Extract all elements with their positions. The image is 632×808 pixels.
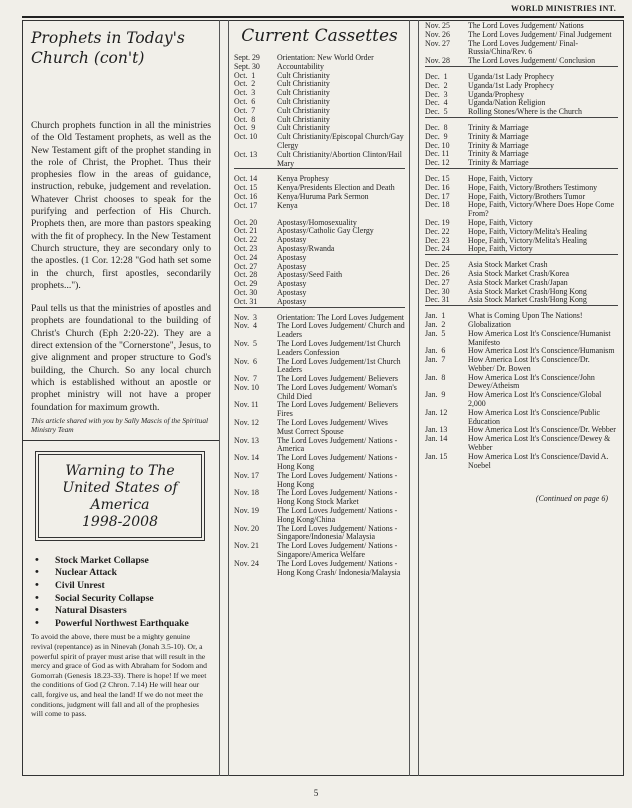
cassette-schedule-table xyxy=(234,54,405,577)
cassette-date: Oct. 31 xyxy=(234,296,258,306)
cassette-row xyxy=(234,289,405,298)
warning-bullet-list xyxy=(31,555,211,631)
cassette-date: Jan. 8 xyxy=(425,372,446,382)
article-title-line-1: Prophets in Today's xyxy=(31,29,185,47)
cassette-title: Asia Stock Market Crash/Korea xyxy=(468,268,570,278)
cassette-date: Nov. 6 xyxy=(234,356,257,366)
cassette-row xyxy=(425,391,618,409)
cassette-row xyxy=(425,245,618,254)
cassette-title: Hope, Faith, Victory/Where Does Hope Come From? xyxy=(468,200,614,219)
warning-title-box xyxy=(35,451,205,541)
cassette-row xyxy=(234,401,405,419)
cassette-row xyxy=(234,298,405,307)
article-title xyxy=(31,28,211,68)
cassette-title: How America Lost It's Conscience/John Dewey/Atheism xyxy=(468,372,595,391)
cassette-date: Jan. 9 xyxy=(425,390,446,400)
cassette-date: Oct. 20 xyxy=(234,217,258,227)
cassette-date: Nov. 12 xyxy=(234,418,259,428)
cassette-title: Cult Christianity xyxy=(277,123,330,133)
cassette-row xyxy=(234,133,405,151)
cassette-row xyxy=(234,384,405,402)
cassette-date: Dec. 25 xyxy=(425,260,450,270)
cassette-date: Jan. 1 xyxy=(425,311,446,321)
cassette-date: Dec. 24 xyxy=(425,244,450,254)
cassette-title: Cult Christianity xyxy=(277,70,330,80)
cassette-date: Jan. 12 xyxy=(425,407,448,417)
cassette-row xyxy=(234,202,405,211)
cassette-title: Apostasy xyxy=(277,279,307,289)
cassette-title: Rolling Stones/Where is the Church xyxy=(468,107,582,117)
cassette-row xyxy=(425,409,618,427)
cassette-row xyxy=(425,356,618,374)
cassette-date: Nov. 24 xyxy=(234,558,259,568)
cassette-date: Jan. 5 xyxy=(425,328,446,338)
cassette-date: Jan. 7 xyxy=(425,355,446,365)
cassette-date: Nov. 18 xyxy=(234,488,259,498)
cassette-title: The Lord Loves Judgement/ Believers Fires xyxy=(277,400,398,419)
warning-title-line-2: United States of xyxy=(62,479,178,496)
cassette-title: Apostasy xyxy=(277,235,307,245)
cassette-title: Uganda/1st Lady Prophecy xyxy=(468,71,554,81)
cassette-title: Cult Christianity xyxy=(277,105,330,115)
cassette-title: The Lord Loves Judgement/ Final- Russia/China/Rev. 6 xyxy=(468,38,579,57)
cassette-title: How America Lost It's Conscience/Dewey & Webber xyxy=(468,434,611,453)
cassette-row xyxy=(425,374,618,392)
warning-bullet: • Social Security Collapse xyxy=(33,593,211,606)
cassette-title: Hope, Faith, Victory xyxy=(468,244,533,254)
cassette-date: Nov. 7 xyxy=(234,374,257,384)
cassette-row xyxy=(425,296,618,305)
cassette-title: Orientation: The Lord Loves Judgement xyxy=(277,312,404,322)
cassette-title: What is Coming Upon The Nations! xyxy=(468,311,583,321)
cassette-title: How America Lost It's Conscience/David A. Noebel xyxy=(468,451,609,470)
cassette-title: Kenya/Presidents Election and Death xyxy=(277,183,395,193)
cassette-date: Jan. 14 xyxy=(425,434,448,444)
warning-title-line-4: 1998-2008 xyxy=(82,513,158,530)
cassette-row xyxy=(234,419,405,437)
cassette-date: Oct. 16 xyxy=(234,191,258,201)
cassette-title: Cult Christianity xyxy=(277,79,330,89)
cassette-title: The Lord Loves Judgement/ Nations - Singapore/America Welfare xyxy=(277,541,398,560)
cassette-row xyxy=(234,454,405,472)
cassette-date: Nov. 27 xyxy=(425,38,450,48)
cassette-row xyxy=(234,507,405,525)
cassette-date: Jan. 15 xyxy=(425,451,448,461)
cassette-date: Oct. 21 xyxy=(234,226,258,236)
cassette-title: How America Lost It's Conscience/Dr. Webber xyxy=(468,425,616,435)
cassette-row xyxy=(425,108,618,117)
cassette-row xyxy=(234,542,405,560)
cassette-date: Nov. 3 xyxy=(234,312,257,322)
cassette-date: Jan. 6 xyxy=(425,346,446,356)
cassette-date: Nov. 10 xyxy=(234,382,259,392)
cassette-title: Trinity & Marriage xyxy=(468,140,529,150)
section-divider xyxy=(22,440,219,441)
cassette-date: Dec. 22 xyxy=(425,226,450,236)
cassette-date: Oct. 29 xyxy=(234,279,258,289)
cassette-title: Asia Stock Market Crash xyxy=(468,260,548,270)
cassette-row xyxy=(425,435,618,453)
cassette-date: Dec. 16 xyxy=(425,182,450,192)
cassette-row xyxy=(234,322,405,340)
cassette-date: Nov. 26 xyxy=(425,29,450,39)
cassette-date: Dec. 27 xyxy=(425,277,450,287)
cassette-title: Orientation: New World Order xyxy=(277,53,374,62)
cassette-date: Oct. 23 xyxy=(234,243,258,253)
cassette-date: Nov. 17 xyxy=(234,470,259,480)
cassette-date: Oct. 7 xyxy=(234,105,256,115)
cassette-title: Hope, Faith, Victory xyxy=(468,173,533,183)
cassette-date: Oct. 3 xyxy=(234,88,256,98)
cassette-title: Globalization xyxy=(468,319,511,329)
cassette-title: The Lord Loves Judgement/ Nations - Hong Kong Stock Market xyxy=(277,488,398,507)
cassette-title: The Lord Loves Judgement/ Nations - Hong Kong Crash/ Indonesia/Malaysia xyxy=(277,558,401,577)
cassette-title: The Lord Loves Judgement/ Nations - Hong Kong/China xyxy=(277,506,398,524)
cassette-date: Nov. 20 xyxy=(234,523,259,533)
cassette-date: Nov. 19 xyxy=(234,506,259,516)
cassette-title: Apostasy xyxy=(277,261,307,271)
cassette-date: Oct. 14 xyxy=(234,174,258,184)
cassette-row xyxy=(234,193,405,202)
cassette-date: Dec. 18 xyxy=(425,200,450,210)
cassette-date: Nov. 4 xyxy=(234,321,257,331)
warning-bullet: • Powerful Northwest Earthquake xyxy=(33,618,211,631)
cassette-date: Dec. 1 xyxy=(425,71,448,81)
cassette-date: Oct. 24 xyxy=(234,252,258,262)
cassette-title: Asia Stock Market Crash/Hong Kong xyxy=(468,295,587,305)
cassette-row xyxy=(425,201,618,219)
cassette-title: Hope, Faith, Victory/Melita's Healing xyxy=(468,235,587,245)
cassette-title: Hope, Faith, Victory xyxy=(468,217,533,227)
cassette-date: Nov. 14 xyxy=(234,453,259,463)
cassette-title: Hope, Faith, Victory/Brothers Tumor xyxy=(468,191,586,201)
cassette-date: Nov. 21 xyxy=(234,541,259,551)
cassette-date: Oct. 28 xyxy=(234,270,258,280)
cassette-title: The Lord Loves Judgement/1st Church Leaders Confession xyxy=(277,338,401,357)
article-title-line-2: Church (con't) xyxy=(31,49,145,67)
cassette-row xyxy=(234,525,405,543)
cassette-date: Dec. 5 xyxy=(425,107,448,117)
cassette-title: Uganda/Nation Religion xyxy=(468,98,546,108)
warning-bullet: • Natural Disasters xyxy=(33,605,211,618)
cassette-date: Dec. 31 xyxy=(425,295,450,305)
warning-title-line-1: Warning to The xyxy=(65,462,175,479)
warning-bullet: • Nuclear Attack xyxy=(33,567,211,580)
cassette-date: Sept. 30 xyxy=(234,61,260,71)
cassette-date: Dec. 30 xyxy=(425,286,450,296)
cassette-date: Oct. 9 xyxy=(234,123,256,133)
article-column xyxy=(22,20,220,776)
cassette-title: How America Lost It's Conscience/Public Education xyxy=(468,407,601,426)
cassette-title: Apostasy/Rwanda xyxy=(277,243,335,253)
cassette-date: Dec. 17 xyxy=(425,191,450,201)
cassette-date: Dec. 26 xyxy=(425,268,450,278)
cassette-title: Cult Christianity/Abortion Clinton/Hail Mary xyxy=(277,149,402,168)
cassette-date: Oct. 10 xyxy=(234,132,258,142)
cassette-title: Trinity & Marriage xyxy=(468,149,529,159)
cassette-date: Dec. 10 xyxy=(425,140,450,150)
cassette-title: How America Lost It's Conscience/Dr. Webber/ Dr. Bowen xyxy=(468,355,590,373)
cassettes-title: Current Cassettes xyxy=(241,26,398,46)
cassette-title: How America Lost It's Conscience/Global 2,000 xyxy=(468,390,602,409)
continued-note: (Continued on page 6) xyxy=(535,494,608,504)
cassette-title: Apostasy/Homosexuality xyxy=(277,217,357,227)
cassette-title: Apostasy xyxy=(277,252,307,262)
cassette-title: Asia Stock Market Crash/Japan xyxy=(468,277,568,287)
cassette-row xyxy=(234,340,405,358)
cassette-row xyxy=(425,312,618,321)
cassette-date: Oct. 30 xyxy=(234,287,258,297)
cassette-title: Trinity & Marriage xyxy=(468,158,529,168)
cassettes-column-1 xyxy=(228,20,410,776)
warning-text: To avoid the above, there must be a mighty genuine revival (repentance) as in Ninevah (Jonah 3.5-10). Or, a powerful spirit of prayer must arise that will result in the mercy and grace of God as with Abraham for Sodom and Gomorrah (Genesis 18.23-33). There is hope! If we meet the conditions of God (2 Chron. 7.14) He will hear our call, forgive us, and heal the land! If we do not meet the conditions, judgment will fall and all of the prophesies will come to pass. xyxy=(31,632,207,719)
cassette-title: Cult Christianity xyxy=(277,114,330,124)
cassette-title: Apostasy xyxy=(277,287,307,297)
cassette-title: Uganda/1st Lady Prophecy xyxy=(468,80,554,90)
cassette-date: Nov. 11 xyxy=(234,400,259,410)
article-paragraph-1: Church prophets function in all the ministries of the Old Testament prophets, as well as the New Testament gift of the prophet standing in the role of Christ, the Prophet. Thus their prophesies flow in the areas of guidance, instruction, rebuke, judgement and revelation. Whatever Christ chooses to speak for the purifying and perfection of His Church. Prophets then, are more than pastors speaking with the fit of prophecy. In the New Testament Church structure, they are secondary only to the apostles. (1 Cor. 12:28 "God hath set some in the church, first apostles, secondarily prophets..."). xyxy=(31,120,211,291)
article-credit: This article shared with you by Sally Mascis of the Spiritual Ministry Team xyxy=(31,415,209,434)
warning-bullet: • Stock Market Collapse xyxy=(33,555,211,568)
cassette-title: How America Lost It's Conscience/Humanism xyxy=(468,346,615,356)
cassette-date: Sept. 29 xyxy=(234,53,260,62)
cassette-title: The Lord Loves Judgement/ Wives Must Correct Spouse xyxy=(277,418,388,436)
cassette-row xyxy=(425,330,618,348)
cassette-title: The Lord Loves Judgement/ Nations - Singapore/Indonesia/ Malaysia xyxy=(277,523,398,542)
cassette-date: Dec. 15 xyxy=(425,173,450,183)
cassette-title: Cult Christianity xyxy=(277,88,330,98)
cassette-date: Oct. 17 xyxy=(234,200,258,210)
page-number: 5 xyxy=(313,788,319,798)
cassette-title: The Lord Loves Judgement/ Church and Leaders xyxy=(277,321,405,340)
cassette-date: Oct. 1 xyxy=(234,70,256,80)
cassette-title: Accountability xyxy=(277,61,324,71)
cassette-date: Dec. 19 xyxy=(425,217,450,227)
cassette-title: The Lord Loves Judgement/ Conclusion xyxy=(468,56,596,66)
cassette-row xyxy=(234,280,405,289)
cassette-date: Dec. 23 xyxy=(425,235,450,245)
cassette-title: How America Lost It's Conscience/Humanist Manifesto xyxy=(468,328,611,347)
article-paragraph-2: Paul tells us that the ministries of apostles and prophets are foundational to the building of Christ's Church (Eph 2:20-22). They are a direct extension of the "Cornerstone", Jesus, to give alignment and proper structure to God's building, the Church. So any local church which is established without an apostle or prophet ministry will not have a proper foundation for maximum growth. xyxy=(31,303,211,413)
cassette-date: Nov. 5 xyxy=(234,338,257,348)
cassette-row xyxy=(234,358,405,376)
cassette-date: Dec. 4 xyxy=(425,98,448,108)
warning-title-line-3: America xyxy=(90,496,150,513)
cassette-title: Trinity & Marriage xyxy=(468,122,529,132)
cassette-row xyxy=(234,227,405,236)
cassette-date: Nov. 25 xyxy=(425,21,450,30)
cassette-row xyxy=(425,40,618,58)
cassette-row xyxy=(425,57,618,66)
cassette-row xyxy=(234,151,405,169)
cassette-date: Jan. 13 xyxy=(425,425,448,435)
cassette-title: The Lord Loves Judgement/ Woman's Child Died xyxy=(277,382,397,401)
cassette-title: Hope, Faith, Victory/Brothers Testimony xyxy=(468,182,598,192)
cassette-date: Oct. 8 xyxy=(234,114,256,124)
cassette-title: Kenya Prophesy xyxy=(277,174,329,184)
cassette-title: The Lord Loves Judgement/ Nations - Hong Kong xyxy=(277,453,398,472)
cassette-date: Oct. 6 xyxy=(234,96,256,106)
cassette-title: Uganda/Prophesy xyxy=(468,89,525,99)
cassette-row xyxy=(234,254,405,263)
cassette-date: Dec. 12 xyxy=(425,158,450,168)
cassette-title: The Lord Loves Judgement/1st Church Leaders xyxy=(277,356,401,375)
cassette-date: Nov. 13 xyxy=(234,435,259,445)
cassette-row xyxy=(234,472,405,490)
cassette-title: Hope, Faith, Victory/Melita's Healing xyxy=(468,226,587,236)
cassette-title: Asia Stock Market Crash/Hong Kong xyxy=(468,286,587,296)
cassette-title: Trinity & Marriage xyxy=(468,131,529,141)
cassette-title: Cult Christianity/Episcopal Church/Gay Clergy xyxy=(277,132,404,150)
cassette-title: Kenya/Huruma Park Sermon xyxy=(277,191,369,201)
cassette-row xyxy=(425,159,618,168)
cassette-date: Nov. 28 xyxy=(425,56,450,66)
cassette-date: Oct. 27 xyxy=(234,261,258,271)
cassette-row xyxy=(234,437,405,455)
cassette-row xyxy=(234,560,405,578)
cassette-title: The Lord Loves Judgement/ Nations - America xyxy=(277,435,398,454)
cassette-date: Dec. 8 xyxy=(425,122,448,132)
cassette-title: Cult Christianity xyxy=(277,96,330,106)
cassette-row xyxy=(425,453,618,471)
masthead xyxy=(22,4,624,18)
cassette-title: Apostasy/Seed Faith xyxy=(277,270,343,280)
cassette-title: The Lord Loves Judgement/ Believers xyxy=(277,374,398,384)
cassette-title: Apostasy/Catholic Gay Clergy xyxy=(277,226,374,236)
cassette-title: Apostasy xyxy=(277,296,307,306)
cassette-date: Jan. 2 xyxy=(425,319,446,329)
masthead-label: WORLD MINISTRIES INT. xyxy=(510,4,616,13)
cassette-date: Oct. 13 xyxy=(234,149,258,159)
cassette-date: Oct. 15 xyxy=(234,183,258,193)
cassette-row xyxy=(234,489,405,507)
cassette-row xyxy=(234,245,405,254)
cassette-date: Dec. 11 xyxy=(425,149,450,159)
cassette-row xyxy=(234,271,405,280)
cassette-title: The Lord Loves Judgement/ Final Judgement xyxy=(468,29,612,39)
cassette-date: Dec. 2 xyxy=(425,80,448,90)
cassette-date: Dec. 3 xyxy=(425,89,448,99)
cassette-date: Oct. 22 xyxy=(234,235,258,245)
cassette-schedule-table xyxy=(425,22,618,470)
cassette-date: Oct. 2 xyxy=(234,79,256,89)
cassette-title: The Lord Loves Judgement/ Nations - Hong Kong xyxy=(277,470,398,489)
warning-bullet: • Civil Unrest xyxy=(33,580,211,593)
cassette-date: Dec. 9 xyxy=(425,131,448,141)
cassette-title: The Lord Loves Judgement/ Nations xyxy=(468,21,584,30)
cassette-title: Kenya xyxy=(277,200,298,210)
cassettes-column-2 xyxy=(418,20,624,776)
